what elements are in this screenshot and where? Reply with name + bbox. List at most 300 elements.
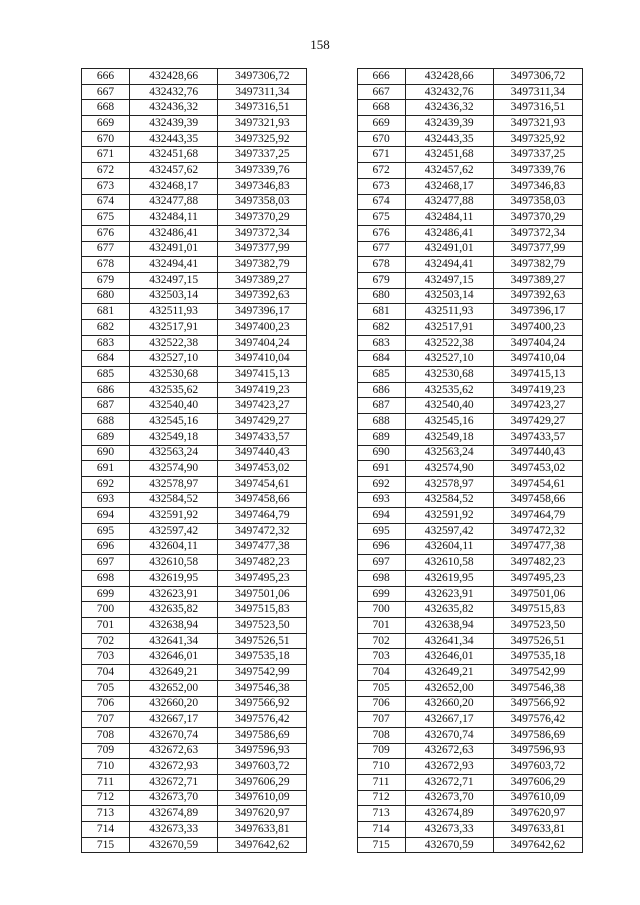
right-point-number-cell: 669 (357, 116, 405, 132)
left-point-number-cell: 688 (82, 414, 130, 430)
table-row (82, 84, 583, 100)
right-point-number-cell: 668 (357, 100, 405, 116)
right-y-coordinate-cell: 3497495,23 (493, 571, 582, 587)
right-x-coordinate-cell: 432674,89 (405, 806, 493, 822)
left-y-coordinate-cell: 3497429,27 (218, 414, 307, 430)
right-point-number-cell: 683 (357, 335, 405, 351)
right-y-coordinate-cell: 3497419,23 (493, 382, 582, 398)
right-x-coordinate-cell: 432672,71 (405, 774, 493, 790)
left-x-coordinate-cell: 432486,41 (130, 225, 218, 241)
table-row (82, 398, 583, 414)
left-x-coordinate-cell: 432597,42 (130, 523, 218, 539)
left-x-coordinate-cell: 432457,62 (130, 163, 218, 179)
right-x-coordinate-cell: 432670,74 (405, 727, 493, 743)
left-point-number-cell: 672 (82, 163, 130, 179)
left-point-number-cell: 703 (82, 649, 130, 665)
right-y-coordinate-cell: 3497610,09 (493, 790, 582, 806)
table-row (82, 288, 583, 304)
left-point-number-cell: 700 (82, 602, 130, 618)
right-y-coordinate-cell: 3497535,18 (493, 649, 582, 665)
right-y-coordinate-cell: 3497515,83 (493, 602, 582, 618)
right-y-coordinate-cell: 3497382,79 (493, 257, 582, 273)
left-y-coordinate-cell: 3497566,92 (218, 696, 307, 712)
right-y-coordinate-cell: 3497404,24 (493, 335, 582, 351)
table-row (82, 382, 583, 398)
left-y-coordinate-cell: 3497603,72 (218, 759, 307, 775)
column-gap (307, 837, 357, 853)
right-x-coordinate-cell: 432591,92 (405, 508, 493, 524)
page-number: 158 (310, 37, 330, 52)
right-x-coordinate-cell: 432673,33 (405, 822, 493, 838)
right-point-number-cell: 673 (357, 178, 405, 194)
right-y-coordinate-cell: 3497392,63 (493, 288, 582, 304)
right-x-coordinate-cell: 432604,11 (405, 539, 493, 555)
table-row (82, 178, 583, 194)
column-gap (307, 492, 357, 508)
left-y-coordinate-cell: 3497535,18 (218, 649, 307, 665)
column-gap (307, 712, 357, 728)
right-x-coordinate-cell: 432635,82 (405, 602, 493, 618)
right-x-coordinate-cell: 432457,62 (405, 163, 493, 179)
left-y-coordinate-cell: 3497404,24 (218, 335, 307, 351)
right-x-coordinate-cell: 432439,39 (405, 116, 493, 132)
right-point-number-cell: 688 (357, 414, 405, 430)
left-x-coordinate-cell: 432649,21 (130, 665, 218, 681)
left-x-coordinate-cell: 432503,14 (130, 288, 218, 304)
right-x-coordinate-cell: 432623,91 (405, 586, 493, 602)
left-y-coordinate-cell: 3497542,99 (218, 665, 307, 681)
right-point-number-cell: 684 (357, 351, 405, 367)
column-gap (307, 178, 357, 194)
right-point-number-cell: 672 (357, 163, 405, 179)
left-point-number-cell: 668 (82, 100, 130, 116)
table-row (82, 100, 583, 116)
right-y-coordinate-cell: 3497482,23 (493, 555, 582, 571)
left-y-coordinate-cell: 3497482,23 (218, 555, 307, 571)
left-x-coordinate-cell: 432641,34 (130, 633, 218, 649)
left-point-number-cell: 689 (82, 429, 130, 445)
right-y-coordinate-cell: 3497400,23 (493, 320, 582, 336)
right-point-number-cell: 678 (357, 257, 405, 273)
left-y-coordinate-cell: 3497596,93 (218, 743, 307, 759)
left-x-coordinate-cell: 432484,11 (130, 210, 218, 226)
left-y-coordinate-cell: 3497370,29 (218, 210, 307, 226)
left-y-coordinate-cell: 3497586,69 (218, 727, 307, 743)
left-point-number-cell: 691 (82, 461, 130, 477)
right-y-coordinate-cell: 3497523,50 (493, 618, 582, 634)
left-y-coordinate-cell: 3497346,83 (218, 178, 307, 194)
column-gap (307, 131, 357, 147)
column-gap (307, 743, 357, 759)
coordinates-table-body (82, 69, 583, 853)
right-x-coordinate-cell: 432672,63 (405, 743, 493, 759)
left-point-number-cell: 677 (82, 241, 130, 257)
column-gap (307, 84, 357, 100)
column-gap (307, 555, 357, 571)
left-x-coordinate-cell: 432497,15 (130, 272, 218, 288)
right-x-coordinate-cell: 432436,32 (405, 100, 493, 116)
table-row (82, 696, 583, 712)
right-y-coordinate-cell: 3497423,27 (493, 398, 582, 414)
left-y-coordinate-cell: 3497358,03 (218, 194, 307, 210)
table-row (82, 743, 583, 759)
right-x-coordinate-cell: 432597,42 (405, 523, 493, 539)
left-y-coordinate-cell: 3497415,13 (218, 367, 307, 383)
left-point-number-cell: 679 (82, 272, 130, 288)
right-point-number-cell: 680 (357, 288, 405, 304)
left-point-number-cell: 712 (82, 790, 130, 806)
left-point-number-cell: 680 (82, 288, 130, 304)
table-row (82, 335, 583, 351)
left-point-number-cell: 710 (82, 759, 130, 775)
table-row (82, 194, 583, 210)
right-point-number-cell: 687 (357, 398, 405, 414)
table-row (82, 304, 583, 320)
table-row (82, 523, 583, 539)
column-gap (307, 633, 357, 649)
column-gap (307, 351, 357, 367)
right-point-number-cell: 699 (357, 586, 405, 602)
left-point-number-cell: 713 (82, 806, 130, 822)
right-point-number-cell: 700 (357, 602, 405, 618)
table-row (82, 257, 583, 273)
left-point-number-cell: 681 (82, 304, 130, 320)
right-y-coordinate-cell: 3497576,42 (493, 712, 582, 728)
left-y-coordinate-cell: 3497382,79 (218, 257, 307, 273)
table-row (82, 586, 583, 602)
column-gap (307, 445, 357, 461)
left-point-number-cell: 686 (82, 382, 130, 398)
left-x-coordinate-cell: 432623,91 (130, 586, 218, 602)
table-row (82, 429, 583, 445)
column-gap (307, 822, 357, 838)
left-x-coordinate-cell: 432604,11 (130, 539, 218, 555)
column-gap (307, 680, 357, 696)
right-point-number-cell: 690 (357, 445, 405, 461)
left-point-number-cell: 704 (82, 665, 130, 681)
right-x-coordinate-cell: 432517,91 (405, 320, 493, 336)
right-point-number-cell: 686 (357, 382, 405, 398)
right-y-coordinate-cell: 3497566,92 (493, 696, 582, 712)
right-x-coordinate-cell: 432619,95 (405, 571, 493, 587)
left-point-number-cell: 678 (82, 257, 130, 273)
right-y-coordinate-cell: 3497316,51 (493, 100, 582, 116)
right-point-number-cell: 679 (357, 272, 405, 288)
table-row (82, 351, 583, 367)
left-y-coordinate-cell: 3497410,04 (218, 351, 307, 367)
right-y-coordinate-cell: 3497346,83 (493, 178, 582, 194)
right-point-number-cell: 677 (357, 241, 405, 257)
left-y-coordinate-cell: 3497546,38 (218, 680, 307, 696)
left-y-coordinate-cell: 3497392,63 (218, 288, 307, 304)
right-x-coordinate-cell: 432468,17 (405, 178, 493, 194)
left-y-coordinate-cell: 3497477,38 (218, 539, 307, 555)
table-row (82, 210, 583, 226)
right-y-coordinate-cell: 3497429,27 (493, 414, 582, 430)
left-x-coordinate-cell: 432578,97 (130, 476, 218, 492)
left-y-coordinate-cell: 3497501,06 (218, 586, 307, 602)
left-x-coordinate-cell: 432511,93 (130, 304, 218, 320)
left-point-number-cell: 702 (82, 633, 130, 649)
left-y-coordinate-cell: 3497311,34 (218, 84, 307, 100)
right-point-number-cell: 696 (357, 539, 405, 555)
table-row (82, 147, 583, 163)
left-point-number-cell: 671 (82, 147, 130, 163)
right-y-coordinate-cell: 3497596,93 (493, 743, 582, 759)
right-y-coordinate-cell: 3497339,76 (493, 163, 582, 179)
left-y-coordinate-cell: 3497458,66 (218, 492, 307, 508)
left-point-number-cell: 707 (82, 712, 130, 728)
left-x-coordinate-cell: 432432,76 (130, 84, 218, 100)
left-y-coordinate-cell: 3497396,17 (218, 304, 307, 320)
left-x-coordinate-cell: 432584,52 (130, 492, 218, 508)
right-x-coordinate-cell: 432667,17 (405, 712, 493, 728)
right-x-coordinate-cell: 432443,35 (405, 131, 493, 147)
table-row (82, 461, 583, 477)
left-x-coordinate-cell: 432549,18 (130, 429, 218, 445)
table-row (82, 712, 583, 728)
right-point-number-cell: 712 (357, 790, 405, 806)
right-y-coordinate-cell: 3497546,38 (493, 680, 582, 696)
right-point-number-cell: 705 (357, 680, 405, 696)
right-y-coordinate-cell: 3497464,79 (493, 508, 582, 524)
left-x-coordinate-cell: 432652,00 (130, 680, 218, 696)
left-point-number-cell: 693 (82, 492, 130, 508)
left-x-coordinate-cell: 432540,40 (130, 398, 218, 414)
right-x-coordinate-cell: 432511,93 (405, 304, 493, 320)
right-y-coordinate-cell: 3497311,34 (493, 84, 582, 100)
right-y-coordinate-cell: 3497542,99 (493, 665, 582, 681)
right-point-number-cell: 689 (357, 429, 405, 445)
left-point-number-cell: 675 (82, 210, 130, 226)
left-x-coordinate-cell: 432670,74 (130, 727, 218, 743)
right-x-coordinate-cell: 432535,62 (405, 382, 493, 398)
column-gap (307, 414, 357, 430)
column-gap (307, 508, 357, 524)
column-gap (307, 727, 357, 743)
column-gap (307, 476, 357, 492)
column-gap (307, 696, 357, 712)
left-x-coordinate-cell: 432591,92 (130, 508, 218, 524)
column-gap (307, 382, 357, 398)
column-gap (307, 367, 357, 383)
table-row (82, 618, 583, 634)
left-point-number-cell: 714 (82, 822, 130, 838)
column-gap (307, 618, 357, 634)
left-point-number-cell: 699 (82, 586, 130, 602)
left-point-number-cell: 701 (82, 618, 130, 634)
left-point-number-cell: 667 (82, 84, 130, 100)
column-gap (307, 649, 357, 665)
right-point-number-cell: 714 (357, 822, 405, 838)
table-row (82, 539, 583, 555)
right-x-coordinate-cell: 432451,68 (405, 147, 493, 163)
right-x-coordinate-cell: 432652,00 (405, 680, 493, 696)
left-x-coordinate-cell: 432527,10 (130, 351, 218, 367)
right-x-coordinate-cell: 432549,18 (405, 429, 493, 445)
right-y-coordinate-cell: 3497477,38 (493, 539, 582, 555)
column-gap (307, 210, 357, 226)
table-row (82, 116, 583, 132)
left-x-coordinate-cell: 432672,93 (130, 759, 218, 775)
left-y-coordinate-cell: 3497472,32 (218, 523, 307, 539)
right-x-coordinate-cell: 432497,15 (405, 272, 493, 288)
right-point-number-cell: 676 (357, 225, 405, 241)
right-x-coordinate-cell: 432428,66 (405, 69, 493, 85)
table-row (82, 555, 583, 571)
table-row (82, 774, 583, 790)
right-point-number-cell: 707 (357, 712, 405, 728)
column-gap (307, 147, 357, 163)
left-y-coordinate-cell: 3497419,23 (218, 382, 307, 398)
left-point-number-cell: 705 (82, 680, 130, 696)
table-row (82, 680, 583, 696)
left-x-coordinate-cell: 432670,59 (130, 837, 218, 853)
left-point-number-cell: 670 (82, 131, 130, 147)
right-point-number-cell: 682 (357, 320, 405, 336)
right-y-coordinate-cell: 3497377,99 (493, 241, 582, 257)
table-row (82, 806, 583, 822)
column-gap (307, 571, 357, 587)
right-point-number-cell: 670 (357, 131, 405, 147)
right-x-coordinate-cell: 432494,41 (405, 257, 493, 273)
left-point-number-cell: 709 (82, 743, 130, 759)
left-x-coordinate-cell: 432574,90 (130, 461, 218, 477)
right-y-coordinate-cell: 3497410,04 (493, 351, 582, 367)
right-x-coordinate-cell: 432670,59 (405, 837, 493, 853)
right-x-coordinate-cell: 432638,94 (405, 618, 493, 634)
left-y-coordinate-cell: 3497606,29 (218, 774, 307, 790)
table-row (82, 225, 583, 241)
right-point-number-cell: 698 (357, 571, 405, 587)
column-gap (307, 398, 357, 414)
table-row (82, 727, 583, 743)
table-row (82, 492, 583, 508)
right-point-number-cell: 713 (357, 806, 405, 822)
left-y-coordinate-cell: 3497642,62 (218, 837, 307, 853)
left-y-coordinate-cell: 3497523,50 (218, 618, 307, 634)
right-y-coordinate-cell: 3497372,34 (493, 225, 582, 241)
column-gap (307, 586, 357, 602)
left-point-number-cell: 715 (82, 837, 130, 853)
right-point-number-cell: 708 (357, 727, 405, 743)
right-y-coordinate-cell: 3497603,72 (493, 759, 582, 775)
left-y-coordinate-cell: 3497620,97 (218, 806, 307, 822)
table-row (82, 759, 583, 775)
table-row (82, 822, 583, 838)
right-y-coordinate-cell: 3497633,81 (493, 822, 582, 838)
table-row (82, 649, 583, 665)
right-y-coordinate-cell: 3497586,69 (493, 727, 582, 743)
left-x-coordinate-cell: 432563,24 (130, 445, 218, 461)
column-gap (307, 523, 357, 539)
right-x-coordinate-cell: 432578,97 (405, 476, 493, 492)
right-x-coordinate-cell: 432649,21 (405, 665, 493, 681)
right-x-coordinate-cell: 432484,11 (405, 210, 493, 226)
column-gap (307, 774, 357, 790)
left-x-coordinate-cell: 432477,88 (130, 194, 218, 210)
left-point-number-cell: 687 (82, 398, 130, 414)
right-x-coordinate-cell: 432540,40 (405, 398, 493, 414)
right-y-coordinate-cell: 3497337,25 (493, 147, 582, 163)
column-gap (307, 304, 357, 320)
left-y-coordinate-cell: 3497339,76 (218, 163, 307, 179)
right-point-number-cell: 715 (357, 837, 405, 853)
right-x-coordinate-cell: 432522,38 (405, 335, 493, 351)
right-point-number-cell: 691 (357, 461, 405, 477)
left-x-coordinate-cell: 432443,35 (130, 131, 218, 147)
left-y-coordinate-cell: 3497495,23 (218, 571, 307, 587)
table-row (82, 476, 583, 492)
right-x-coordinate-cell: 432673,70 (405, 790, 493, 806)
left-point-number-cell: 669 (82, 116, 130, 132)
right-y-coordinate-cell: 3497433,57 (493, 429, 582, 445)
left-y-coordinate-cell: 3497526,51 (218, 633, 307, 649)
right-point-number-cell: 702 (357, 633, 405, 649)
left-x-coordinate-cell: 432635,82 (130, 602, 218, 618)
column-gap (307, 539, 357, 555)
left-y-coordinate-cell: 3497321,93 (218, 116, 307, 132)
right-y-coordinate-cell: 3497454,61 (493, 476, 582, 492)
left-x-coordinate-cell: 432428,66 (130, 69, 218, 85)
right-y-coordinate-cell: 3497620,97 (493, 806, 582, 822)
left-point-number-cell: 685 (82, 367, 130, 383)
column-gap (307, 665, 357, 681)
column-gap (307, 225, 357, 241)
right-x-coordinate-cell: 432672,93 (405, 759, 493, 775)
left-y-coordinate-cell: 3497440,43 (218, 445, 307, 461)
table-row (82, 163, 583, 179)
right-point-number-cell: 675 (357, 210, 405, 226)
right-point-number-cell: 674 (357, 194, 405, 210)
left-x-coordinate-cell: 432646,01 (130, 649, 218, 665)
right-point-number-cell: 693 (357, 492, 405, 508)
right-x-coordinate-cell: 432610,58 (405, 555, 493, 571)
right-y-coordinate-cell: 3497325,92 (493, 131, 582, 147)
left-point-number-cell: 673 (82, 178, 130, 194)
right-x-coordinate-cell: 432660,20 (405, 696, 493, 712)
left-y-coordinate-cell: 3497325,92 (218, 131, 307, 147)
left-y-coordinate-cell: 3497316,51 (218, 100, 307, 116)
table-row (82, 320, 583, 336)
left-y-coordinate-cell: 3497423,27 (218, 398, 307, 414)
right-point-number-cell: 692 (357, 476, 405, 492)
right-y-coordinate-cell: 3497472,32 (493, 523, 582, 539)
table-row (82, 602, 583, 618)
column-gap (307, 602, 357, 618)
right-x-coordinate-cell: 432545,16 (405, 414, 493, 430)
right-point-number-cell: 711 (357, 774, 405, 790)
column-gap (307, 163, 357, 179)
left-point-number-cell: 697 (82, 555, 130, 571)
left-point-number-cell: 698 (82, 571, 130, 587)
column-gap (307, 429, 357, 445)
left-x-coordinate-cell: 432619,95 (130, 571, 218, 587)
right-point-number-cell: 685 (357, 367, 405, 383)
left-point-number-cell: 694 (82, 508, 130, 524)
column-gap (307, 100, 357, 116)
right-y-coordinate-cell: 3497501,06 (493, 586, 582, 602)
left-x-coordinate-cell: 432674,89 (130, 806, 218, 822)
left-point-number-cell: 708 (82, 727, 130, 743)
table-row (82, 69, 583, 85)
right-point-number-cell: 695 (357, 523, 405, 539)
table-row (82, 837, 583, 853)
right-x-coordinate-cell: 432527,10 (405, 351, 493, 367)
left-y-coordinate-cell: 3497389,27 (218, 272, 307, 288)
right-x-coordinate-cell: 432477,88 (405, 194, 493, 210)
column-gap (307, 461, 357, 477)
